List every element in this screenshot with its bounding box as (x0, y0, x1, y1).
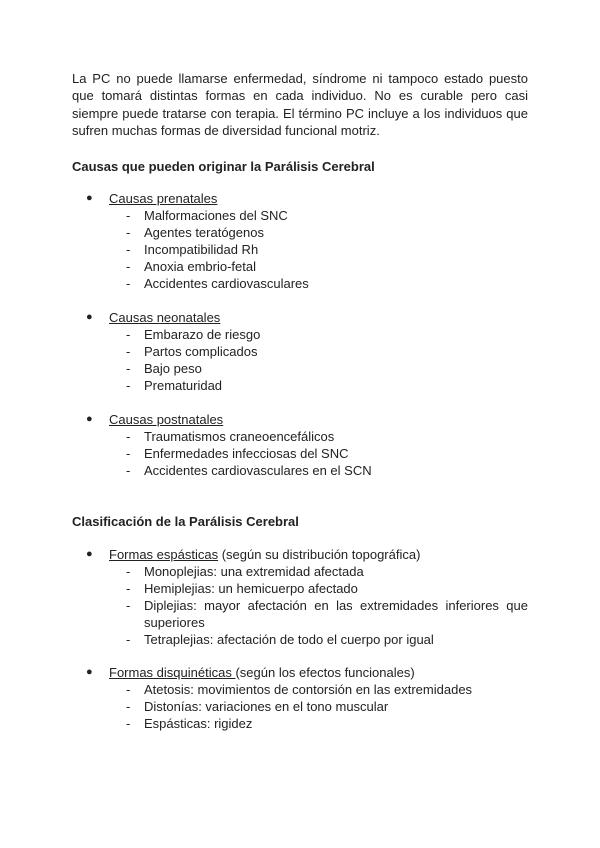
list-item: - Accidentes cardiovasculares (126, 276, 309, 291)
dash-icon: - (126, 242, 131, 257)
list-item: - Monoplejias: una extremidad afectada (126, 564, 364, 579)
list-item (72, 411, 528, 428)
dash-icon: - (126, 378, 131, 393)
group-label: Causas prenatales (109, 191, 218, 206)
list-item: - Tetraplejias: afectación de todo el cuerpo por igual (126, 632, 434, 647)
dash-icon: - (126, 361, 131, 376)
list-item: - Bajo peso (126, 361, 202, 376)
classification-group-dyskinetic (72, 664, 528, 732)
dash-icon: - (126, 446, 131, 461)
group-label: Formas disquinéticas (109, 665, 236, 680)
list-item: - Enfermedades infecciosas del SNC (126, 446, 349, 461)
dash-icon: - (126, 716, 131, 731)
list-item (72, 664, 528, 681)
list-item: - Traumatismos craneoencefálicos (126, 429, 335, 444)
list-item: - Embarazo de riesgo (126, 327, 261, 342)
list-item (72, 546, 528, 563)
causes-group-prenatal (72, 190, 528, 292)
group-label: Formas espásticas (109, 547, 219, 562)
causes-group-neonatal (72, 309, 528, 394)
group-label: Causas postnatales (109, 412, 224, 427)
causes-heading: Causas que pueden originar la Parálisis Cerebral (72, 159, 375, 174)
dash-icon: - (126, 259, 131, 274)
list-item: - Accidentes cardiovasculares en el SCN (126, 463, 372, 478)
bullet-icon: ● (86, 666, 93, 678)
dash-icon: - (126, 344, 131, 359)
bullet-icon: ● (86, 311, 93, 323)
list-item: - Prematuridad (126, 378, 223, 393)
dash-icon: - (126, 208, 131, 223)
group-label: Causas neonatales (109, 310, 221, 325)
bullet-icon: ● (86, 548, 93, 560)
list-item: - Hemiplejias: un hemicuerpo afectado (126, 581, 358, 596)
dash-icon: - (126, 225, 131, 240)
dash-icon: - (126, 682, 131, 697)
list-item: - Distonías: variaciones en el tono muscular (126, 699, 389, 714)
causes-group-postnatal (72, 411, 528, 479)
list-item: - Malformaciones del SNC (126, 208, 288, 223)
list-item (72, 309, 528, 326)
classification-heading: Clasificación de la Parálisis Cerebral (72, 514, 299, 529)
list-item (72, 190, 528, 207)
dash-icon: - (126, 327, 131, 342)
classification-section (72, 513, 528, 530)
causes-section (72, 158, 528, 175)
dash-icon: - (126, 276, 131, 291)
bullet-icon: ● (86, 413, 93, 425)
dash-icon: - (126, 699, 131, 714)
group-suffix: (según su distribución topográfica) (218, 547, 421, 562)
intro-paragraph: La PC no puede llamarse enfermedad, síndrome ni tampoco estado puesto que tomará distintas formas en cada individuo. No es curable pero casi siempre puede tratarse con terapia. El término PC incluye a los individuos que sufren muchas formas de diversidad funcional motriz. (72, 71, 528, 138)
dash-icon: - (126, 598, 131, 613)
classification-group-spastic (72, 546, 528, 648)
list-item: - Espásticas: rigidez (126, 716, 253, 731)
list-item: - Agentes teratógenos (126, 225, 264, 240)
dash-icon: - (126, 632, 131, 647)
dash-icon: - (126, 564, 131, 579)
dash-icon: - (126, 429, 131, 444)
list-item: - Anoxia embrio-fetal (126, 259, 256, 274)
dash-icon: - (126, 463, 131, 478)
dash-icon: - (126, 581, 131, 596)
bullet-icon: ● (86, 192, 93, 204)
group-suffix: (según los efectos funcionales) (235, 665, 415, 680)
list-item: - Diplejias: mayor afectación en las extremidades inferiores que superiores (126, 598, 528, 630)
list-item: - Incompatibilidad Rh (126, 242, 259, 257)
list-item: - Partos complicados (126, 344, 258, 359)
intro-paragraph-block (72, 70, 528, 139)
list-item: - Atetosis: movimientos de contorsión en las extremidades (126, 682, 473, 697)
